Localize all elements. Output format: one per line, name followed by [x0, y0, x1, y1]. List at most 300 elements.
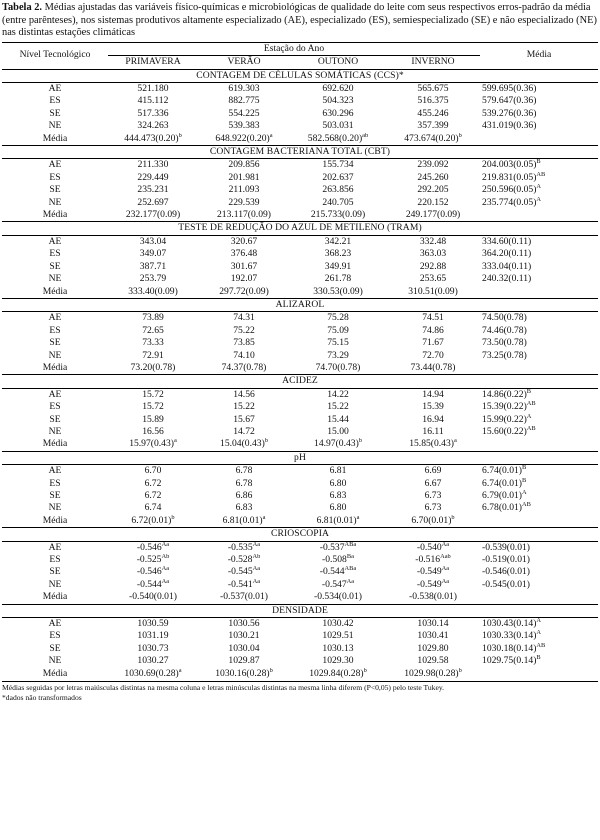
cell-value: 503.031: [322, 120, 354, 132]
table-cell: [386, 490, 480, 502]
table-cell: [108, 325, 198, 337]
cell-value: 1029.58: [417, 655, 449, 667]
row-level: NE: [48, 578, 62, 590]
cell-value: 310.51(0.09): [408, 285, 458, 297]
cell-value: 1029.80: [417, 642, 449, 654]
cell-value: 15.22: [233, 401, 255, 413]
table-cell: [198, 465, 290, 478]
cell-value: 15.97(0.43): [129, 438, 174, 450]
section-title: pH: [2, 451, 598, 464]
cell-value: 1030.14: [417, 618, 449, 630]
cell-value: 253.65: [419, 273, 447, 285]
table-cell: [290, 350, 386, 362]
cell-value: 15.89: [142, 413, 164, 425]
row-level: Média: [42, 209, 68, 221]
table-cell: [480, 579, 598, 591]
cell-value: -0.538(0.01): [409, 591, 457, 603]
header-season: OUTONO: [290, 56, 386, 69]
table-cell: [290, 120, 386, 132]
table-row-mean: [2, 591, 598, 604]
row-level: SE: [49, 107, 61, 119]
table-row-mean: [2, 515, 598, 528]
cell-value: 249.177(0.09): [405, 209, 461, 221]
cell-value: 14.86(0.22): [482, 388, 527, 400]
cell-value: 14.22: [327, 388, 349, 400]
table-cell: [386, 515, 480, 528]
table-cell: [386, 668, 480, 680]
cell-value: 1030.56: [228, 618, 260, 630]
section-title-row: [2, 146, 598, 159]
table-cell: [198, 286, 290, 299]
cell-value: 14.56: [233, 388, 255, 400]
cell-value: 324.263: [137, 120, 169, 132]
table-cell: [480, 325, 598, 337]
cell-value: 14.97(0.43): [314, 438, 359, 450]
table-cell: [480, 108, 598, 120]
table-cell: [290, 108, 386, 120]
cell-value: -0.549: [416, 578, 442, 590]
table-cell: [108, 618, 198, 631]
cell-value: 648.922(0.20): [215, 132, 270, 144]
table-cell: [290, 554, 386, 566]
cell-superscript: Aa: [441, 578, 450, 585]
table-cell: [386, 401, 480, 413]
cell-superscript: AB: [536, 642, 546, 649]
table-cell: [198, 312, 290, 325]
footnote-tukey: Médias seguidas por letras maiúsculas distintas na mesma coluna e letras minúsculas distintas na mesma linha diferem (P<0,05) pelo teste Tukey.: [2, 683, 445, 693]
cell-value: 333.04(0.11): [482, 260, 532, 272]
table-cell: [386, 388, 480, 401]
table-row: [2, 414, 598, 426]
cell-value: 882.775: [228, 95, 260, 107]
cell-value: 15.04(0.43): [220, 438, 265, 450]
row-level: ES: [49, 401, 61, 413]
cell-superscript: Aa: [161, 566, 170, 573]
table-cell: [290, 248, 386, 260]
table-cell-empty: [480, 286, 598, 299]
table-body: [2, 69, 598, 680]
table-cell: [198, 566, 290, 578]
table-row: [2, 566, 598, 578]
cell-value: 74.10: [233, 349, 255, 361]
cell-superscript: B: [522, 477, 527, 484]
cell-superscript: A: [536, 630, 542, 637]
cell-value: 155.734: [322, 159, 354, 171]
cell-value: 6.78: [235, 465, 253, 477]
table-cell: [386, 502, 480, 514]
section-title-row: [2, 604, 598, 617]
row-level: Média: [42, 514, 68, 526]
table-cell: [290, 490, 386, 502]
table-cell: [290, 388, 386, 401]
table-cell: [386, 566, 480, 578]
table-cell: [386, 554, 480, 566]
table-cell: [198, 668, 290, 680]
header-level: Nível Tecnológico: [2, 42, 108, 69]
table-cell: [480, 197, 598, 209]
cell-value: 6.73: [424, 490, 442, 501]
table-cell: [198, 655, 290, 667]
cell-value: 6.69: [424, 465, 442, 477]
cell-value: 1029.30: [322, 655, 354, 667]
table-cell: [386, 478, 480, 490]
table-row: [2, 579, 598, 591]
table-cell: [290, 401, 386, 413]
table-cell: [290, 172, 386, 184]
cell-superscript: Aa: [252, 578, 261, 585]
section-title: CONTAGEM BACTERIANA TOTAL (CBT): [2, 146, 598, 159]
row-level: SE: [49, 413, 61, 425]
table-row: [2, 643, 598, 655]
table-cell: [108, 401, 198, 413]
row-level: SE: [49, 642, 61, 654]
table-cell: [290, 541, 386, 554]
cell-value: -0.539(0.01): [482, 541, 530, 553]
table-cell: [290, 197, 386, 209]
header-season: VERÃO: [198, 56, 290, 69]
table-cell: [386, 248, 480, 260]
cell-value: 16.94: [422, 413, 444, 425]
table-cell: [198, 502, 290, 514]
section-title-row: [2, 451, 598, 464]
table-cell: [108, 172, 198, 184]
cell-value: 363.03: [419, 248, 447, 260]
cell-superscript: A: [526, 413, 532, 420]
cell-value: 301.67: [230, 260, 258, 272]
cell-value: 202.637: [322, 171, 354, 183]
table-cell: [290, 515, 386, 528]
table-cell: [480, 414, 598, 426]
header-season: PRIMAVERA: [108, 56, 198, 69]
table-cell: [108, 209, 198, 222]
table-cell: [108, 515, 198, 528]
cell-value: 15.85(0.43): [409, 438, 454, 450]
cell-value: 235.774(0.05): [482, 196, 537, 208]
row-level: ES: [49, 324, 61, 336]
table-cell: [108, 426, 198, 438]
row-level: Média: [42, 667, 68, 679]
table-cell: [198, 184, 290, 196]
table-row: [2, 235, 598, 248]
cell-value: 261.78: [324, 273, 352, 285]
cell-superscript: b: [178, 132, 182, 139]
table-row: [2, 388, 598, 401]
cell-value: 6.83: [235, 502, 253, 514]
table-row-mean: [2, 362, 598, 375]
cell-value: 376.48: [230, 248, 258, 260]
cell-value: 292.205: [417, 184, 449, 196]
table-cell: [198, 95, 290, 107]
cell-value: 15.00: [327, 425, 349, 437]
table-cell: [480, 490, 598, 502]
table-row: [2, 630, 598, 642]
row-level: NE: [48, 655, 62, 667]
section-title: ACIDEZ: [2, 375, 598, 388]
table-cell: [108, 362, 198, 375]
table-cell: [290, 502, 386, 514]
table-cell: [480, 248, 598, 260]
table-cell: [386, 209, 480, 222]
cell-value: 6.74: [144, 502, 162, 514]
section-title-row: [2, 528, 598, 541]
table-cell: [386, 312, 480, 325]
cell-value: 15.44: [327, 413, 349, 425]
table-cell: [386, 133, 480, 146]
cell-superscript: b: [269, 667, 273, 674]
table-cell: [290, 566, 386, 578]
table-cell: [480, 478, 598, 490]
cell-value: 253.79: [139, 273, 167, 285]
cell-value: 15.67: [233, 413, 255, 425]
cell-value: 73.29: [327, 349, 349, 361]
cell-value: 473.674(0.20): [404, 132, 459, 144]
cell-value: -0.525: [136, 554, 162, 566]
cell-value: 74.50(0.78): [482, 312, 527, 324]
row-level: AE: [48, 83, 62, 94]
cell-value: 15.60(0.22): [482, 425, 527, 437]
table-cell: [386, 172, 480, 184]
cell-value: 252.697: [137, 196, 169, 208]
row-level: Média: [42, 285, 68, 297]
table-cell: [386, 655, 480, 667]
table-cell: [290, 643, 386, 655]
cell-value: 1030.16(0.28): [215, 667, 270, 679]
table-cell: [290, 273, 386, 285]
section-title-row: [2, 222, 598, 235]
cell-value: 1029.87: [228, 655, 260, 667]
table-caption-label: Tabela 2.: [2, 2, 43, 13]
cell-superscript: Aa: [161, 578, 170, 585]
table-cell: [480, 120, 598, 132]
table-cell: [198, 490, 290, 502]
cell-value: -0.519(0.01): [482, 554, 530, 566]
cell-value: -0.545(0.01): [482, 578, 530, 590]
table-cell: [386, 438, 480, 451]
cell-value: 229.449: [137, 171, 169, 183]
row-level: NE: [48, 120, 62, 132]
table-cell: [108, 108, 198, 120]
cell-value: 1030.69(0.28): [124, 667, 179, 679]
table-cell: [480, 655, 598, 667]
section-title-row: [2, 375, 598, 388]
cell-value: 357.399: [417, 120, 449, 132]
cell-value: 6.70(0.01): [411, 514, 452, 526]
table-row: [2, 655, 598, 667]
cell-superscript: a: [269, 132, 273, 139]
cell-value: 333.40(0.09): [128, 285, 178, 297]
cell-superscript: A: [522, 490, 527, 496]
cell-value: -0.544: [136, 578, 162, 590]
cell-value: 330.53(0.09): [313, 285, 363, 297]
row-level: ES: [49, 248, 61, 260]
cell-value: 211.330: [137, 159, 169, 171]
cell-value: 201.981: [228, 171, 260, 183]
cell-value: 239.092: [417, 159, 449, 171]
header-season: INVERNO: [386, 56, 480, 69]
row-level: AE: [48, 465, 62, 477]
table-row: [2, 401, 598, 413]
cell-value: 6.67: [424, 477, 442, 489]
cell-value: 320.67: [230, 235, 258, 247]
row-level: NE: [48, 349, 62, 361]
section-title: CRIOSCOPIA: [2, 528, 598, 541]
cell-value: -0.547: [321, 578, 347, 590]
table-row: [2, 248, 598, 260]
table-cell: [198, 591, 290, 604]
cell-value: 74.46(0.78): [482, 324, 527, 336]
cell-superscript: Ab: [161, 554, 170, 560]
cell-value: -0.537: [319, 541, 345, 553]
row-level: ES: [49, 95, 61, 107]
cell-value: 539.276(0.36): [482, 107, 537, 119]
table-cell: [108, 261, 198, 273]
table-cell: [108, 579, 198, 591]
table-cell: [108, 248, 198, 260]
table-cell-empty: [480, 591, 598, 604]
cell-superscript: B: [536, 655, 541, 662]
cell-value: 6.86: [235, 490, 253, 501]
table-cell: [198, 235, 290, 248]
table-cell: [290, 312, 386, 325]
cell-value: 6.83: [329, 490, 347, 501]
cell-superscript: b: [171, 514, 175, 521]
cell-value: 240.32(0.11): [482, 273, 532, 285]
footnotes: [2, 681, 598, 702]
table-row: [2, 184, 598, 196]
table-caption-text: Médias ajustadas das variáveis físico-químicas e microbiológicas de qualidade do leite com seus respectivos erros-padrão da média (entre parênteses), nos sistemas produtivos altamente especializado (AE), especializado (ES), semiespecializado (SE) e não especializado (NE) nas distintas estações climáticas: [2, 2, 597, 39]
table-cell: [290, 95, 386, 107]
table-cell: [386, 465, 480, 478]
cell-value: 16.56: [142, 425, 164, 437]
row-level: ES: [49, 477, 61, 489]
cell-value: 229.539: [228, 196, 260, 208]
cell-value: 334.60(0.11): [482, 235, 532, 247]
header-season-group: Estação do Ano: [108, 42, 480, 55]
cell-value: 74.51: [422, 312, 444, 324]
row-level: SE: [49, 490, 61, 501]
table-row: [2, 120, 598, 132]
cell-value: 75.09: [327, 324, 349, 336]
table-cell: [386, 591, 480, 604]
cell-superscript: AB: [536, 171, 546, 178]
cell-value: 349.07: [139, 248, 167, 260]
cell-value: 343.04: [139, 235, 167, 247]
cell-value: 6.81: [329, 465, 347, 477]
cell-value: 6.72: [144, 490, 162, 501]
table-cell: [386, 261, 480, 273]
table-cell: [480, 312, 598, 325]
cell-superscript: AB: [526, 401, 536, 407]
cell-value: 6.80: [329, 502, 347, 514]
cell-value: 232.177(0.09): [125, 209, 181, 221]
cell-value: 444.473(0.20): [124, 132, 179, 144]
cell-value: 349.91: [324, 260, 352, 272]
cell-value: 6.70: [144, 465, 162, 477]
table-cell: [198, 197, 290, 209]
table-cell: [480, 630, 598, 642]
cell-value: 15.72: [142, 401, 164, 413]
cell-value: 15.72: [142, 388, 164, 400]
cell-value: 73.25(0.78): [482, 349, 527, 361]
cell-value: 565.675: [417, 83, 449, 94]
row-level: AE: [48, 618, 62, 630]
row-level: AE: [48, 159, 62, 171]
table-cell: [480, 566, 598, 578]
cell-superscript: ab: [362, 132, 369, 139]
table-cell: [198, 579, 290, 591]
cell-value: 1030.41: [417, 630, 449, 642]
table-cell: [480, 618, 598, 631]
table-row-mean: [2, 286, 598, 299]
cell-value: 220.152: [417, 196, 449, 208]
cell-superscript: a: [356, 514, 360, 521]
data-table: [2, 42, 598, 680]
table-cell: [108, 235, 198, 248]
cell-value: 1030.21: [228, 630, 260, 642]
table-cell: [386, 184, 480, 196]
row-level: NE: [48, 502, 62, 514]
table-caption: [2, 2, 598, 40]
table-cell: [198, 630, 290, 642]
cell-value: 6.78(0.01): [482, 502, 522, 514]
cell-value: 1029.51: [322, 630, 354, 642]
row-level: AE: [48, 388, 62, 400]
cell-value: 73.44(0.78): [410, 361, 456, 373]
cell-value: -0.544: [319, 566, 345, 578]
cell-value: 75.15: [327, 337, 349, 349]
cell-value: 1029.98(0.28): [404, 667, 459, 679]
table-cell: [480, 554, 598, 566]
table-cell: [108, 337, 198, 349]
cell-superscript: a: [173, 438, 177, 445]
table-cell: [108, 465, 198, 478]
cell-value: 245.260: [417, 171, 449, 183]
cell-value: 15.22: [327, 401, 349, 413]
table-cell: [480, 159, 598, 172]
table-cell: [108, 83, 198, 96]
table-cell: [198, 401, 290, 413]
table-cell: [290, 337, 386, 349]
cell-superscript: b: [264, 438, 268, 445]
cell-value: 619.303: [228, 83, 260, 94]
cell-value: 332.48: [419, 235, 447, 247]
cell-superscript: B: [536, 158, 541, 166]
cell-value: -0.508: [322, 554, 347, 566]
row-level: NE: [48, 425, 62, 437]
table-row-mean: [2, 668, 598, 680]
table-cell: [198, 325, 290, 337]
table-cell: [108, 541, 198, 554]
table-cell: [290, 579, 386, 591]
cell-value: -0.537(0.01): [220, 591, 268, 603]
table-row-mean: [2, 133, 598, 146]
table-cell: [386, 325, 480, 337]
table-cell: [198, 108, 290, 120]
cell-value: 215.733(0.09): [310, 209, 366, 221]
table-cell: [290, 159, 386, 172]
cell-superscript: b: [451, 514, 455, 521]
cell-value: 521.180: [137, 83, 169, 94]
table-cell-empty: [480, 133, 598, 146]
cell-superscript: B: [522, 464, 527, 471]
table-cell: [480, 541, 598, 554]
cell-value: 6.72(0.01): [131, 514, 172, 526]
cell-value: 582.568(0.20): [307, 132, 363, 144]
cell-value: 250.596(0.05): [482, 184, 537, 196]
table-cell: [108, 312, 198, 325]
cell-value: 1030.73: [137, 642, 169, 654]
table-cell: [108, 490, 198, 502]
